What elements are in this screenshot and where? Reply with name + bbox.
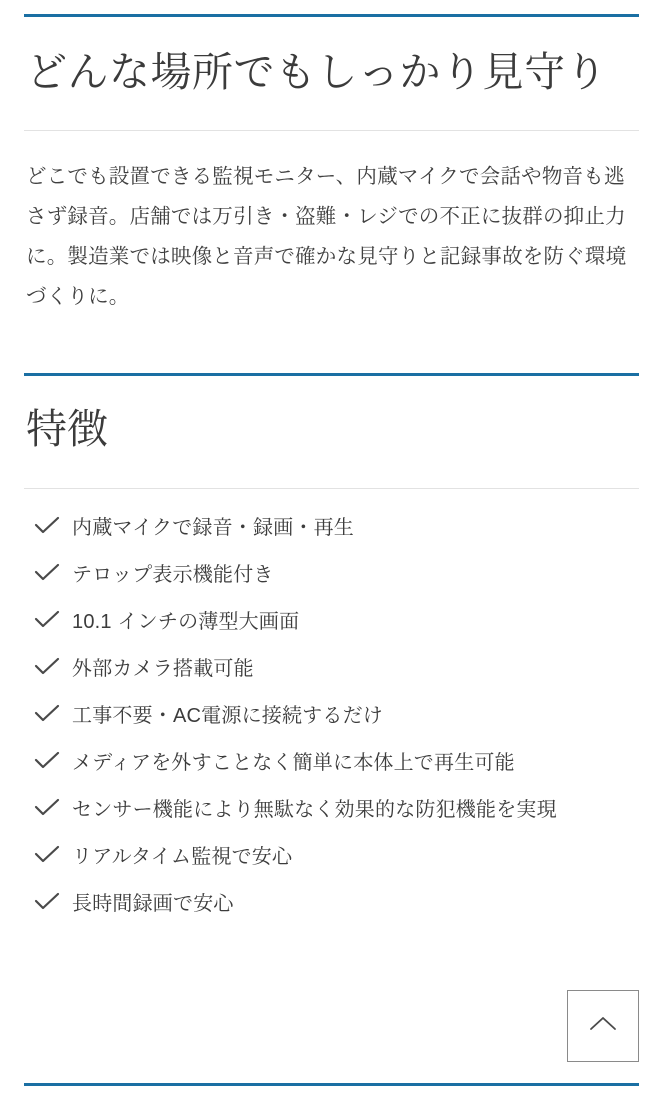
features-title-divider: [24, 488, 639, 489]
feature-label: センサー機能により無駄なく効果的な防犯機能を実現: [72, 799, 557, 822]
page-container: [0, 14, 663, 1094]
list-item: [24, 750, 639, 775]
features-title: 特徴: [26, 406, 108, 453]
feature-label: テロップ表示機能付き: [72, 564, 274, 587]
page-title: どんな場所でもしっかり見守り: [26, 49, 607, 95]
bottom-accent-rule: [24, 1083, 639, 1086]
list-item: [24, 891, 639, 916]
list-item: [24, 515, 639, 540]
list-item: [24, 656, 639, 681]
check-icon: [34, 891, 60, 911]
feature-label: 外部カメラ搭載可能: [72, 658, 254, 681]
check-icon: [34, 515, 60, 535]
feature-label: メディアを外すことなく簡単に本体上で再生可能: [72, 752, 515, 775]
list-item: [24, 609, 639, 634]
feature-label: 内蔵マイクで録音・録画・再生: [72, 517, 354, 540]
intro-paragraph: どこでも設置できる監視モニター、内蔵マイクで会話や物音も逃さず録音。店舗では万引き・盗難・レジでの不正に抜群の抑止力に。製造業では映像と音声で確かな見守りと記録事故を防ぐ環境づくりに。: [26, 165, 627, 309]
list-item: [24, 797, 639, 822]
feature-label: リアルタイム監視で安心: [72, 846, 293, 869]
back-to-top-button[interactable]: [567, 990, 639, 1062]
feature-label: 長時間録画で安心: [72, 893, 234, 916]
title-divider: [24, 130, 639, 131]
check-icon: [34, 703, 60, 723]
features-accent-rule: [24, 373, 639, 376]
check-icon: [34, 844, 60, 864]
check-icon: [34, 797, 60, 817]
feature-label: 工事不要・AC電源に接続するだけ: [72, 705, 383, 728]
list-item: [24, 703, 639, 728]
check-icon: [34, 750, 60, 770]
check-icon: [34, 609, 60, 629]
list-item: [24, 562, 639, 587]
top-accent-rule: [24, 14, 639, 17]
check-icon: [34, 656, 60, 676]
feature-list: [24, 515, 639, 916]
feature-label: 10.1 インチの薄型大画面: [72, 611, 300, 634]
list-item: [24, 844, 639, 869]
chevron-up-icon: [588, 1014, 618, 1039]
check-icon: [34, 562, 60, 582]
